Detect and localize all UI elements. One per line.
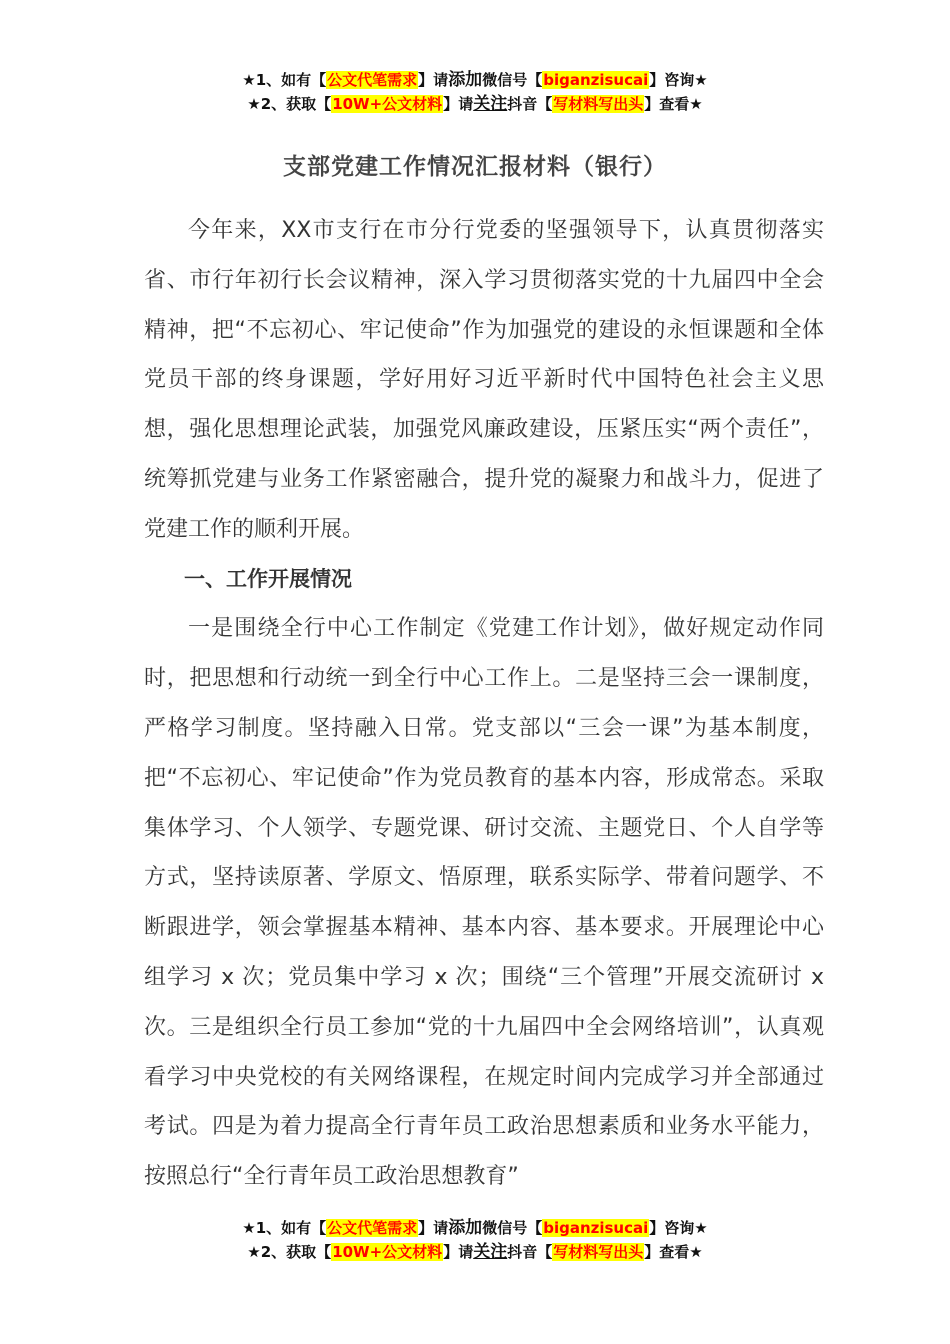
promo-text: 】请 xyxy=(443,1243,474,1261)
promo-text: ★2、获取【 xyxy=(247,1243,332,1261)
promo-emphasis: 关注 xyxy=(473,94,508,114)
promo-highlight: 10W+公文材料 xyxy=(332,1243,443,1261)
document-title: 支部党建工作情况汇报材料（银行） xyxy=(283,154,667,180)
promo-text: 】查看★ xyxy=(644,95,703,113)
promo-highlight: 10W+公文材料 xyxy=(332,95,443,113)
promo-line-2 xyxy=(0,1240,950,1264)
promo-highlight: 写材料写出头 xyxy=(553,95,644,113)
promo-text: 】请 xyxy=(443,95,474,113)
promo-text: 】咨询★ xyxy=(649,71,708,89)
promo-text: ★2、获取【 xyxy=(247,95,332,113)
promo-emphasis: 添加 xyxy=(448,1218,483,1238)
promo-text: ★1、如有【 xyxy=(242,1219,327,1237)
promo-highlight: 公文代笔需求 xyxy=(327,1219,418,1237)
promo-text: 】请 xyxy=(418,1219,449,1237)
promo-text: ★1、如有【 xyxy=(242,71,327,89)
promo-text: 】咨询★ xyxy=(649,1219,708,1237)
promo-emphasis: 添加 xyxy=(448,70,483,90)
promo-text: 抖音【 xyxy=(507,1243,553,1261)
promo-highlight: 写材料写出头 xyxy=(553,1243,644,1261)
promo-highlight: biganzisucai xyxy=(543,1219,649,1237)
promo-highlight: biganzisucai xyxy=(543,71,649,89)
section-heading: 一、工作开展情况 xyxy=(184,566,352,591)
promo-text: 微信号【 xyxy=(482,1219,543,1237)
promo-line-2 xyxy=(0,92,950,116)
document-body xyxy=(144,206,824,1202)
promo-line-1 xyxy=(0,68,950,92)
section-paragraph: 一是围绕全行中心工作制定《党建工作计划》，做好规定动作同时，把思想和行动统一到全行中心工作上。二是坚持三会一课制度，严格学习制度。坚持融入日常。党支部以“三会一课”为基本制度，把“不忘初心、牢记使命”作为党员教育的基本内容，形成常态。采取集体学习、个人领学、专题党课、研讨交流、主题党日、个人自学等方式，坚持读原著、学原文、悟原理，联系实际学、带着问题学、不断跟进学，领会掌握基本精神、基本内容、基本要求。开展理论中心组学习 x 次；党员集中学习 x 次；围绕“三个管理”开展交流研讨 x 次。三是组织全行员工参加“党的十九届四中全会网络培训”，认真观看学习中央党校的有关网络课程，在规定时间内完成学习并全部通过考试。四是为着力提高全行青年员工政治思想素质和业务水平能力，按照总行“全行青年员工政治思想教育” xyxy=(144,616,824,1190)
promo-banner-bottom xyxy=(0,1216,950,1264)
intro-paragraph: 今年来，XX市支行在市分行党委的坚强领导下，认真贯彻落实省、市行年初行长会议精神，深入学习贯彻落实党的十九届四中全会精神，把“不忘初心、牢记使命”作为加强党的建设的永恒课题和全体党员干部的终身课题，学好用好习近平新时代中国特色社会主义思想，强化思想理论武装，加强党风廉政建设，压紧压实“两个责任”，统筹抓党建与业务工作紧密融合，提升党的凝聚力和战斗力，促进了党建工作的顺利开展。 xyxy=(144,218,824,542)
promo-emphasis: 关注 xyxy=(473,1242,508,1262)
promo-text: 】查看★ xyxy=(644,1243,703,1261)
promo-line-1 xyxy=(0,1216,950,1240)
promo-banner-top xyxy=(0,68,950,116)
promo-text: 】请 xyxy=(418,71,449,89)
promo-text: 微信号【 xyxy=(482,71,543,89)
promo-highlight: 公文代笔需求 xyxy=(327,71,418,89)
promo-text: 抖音【 xyxy=(507,95,553,113)
